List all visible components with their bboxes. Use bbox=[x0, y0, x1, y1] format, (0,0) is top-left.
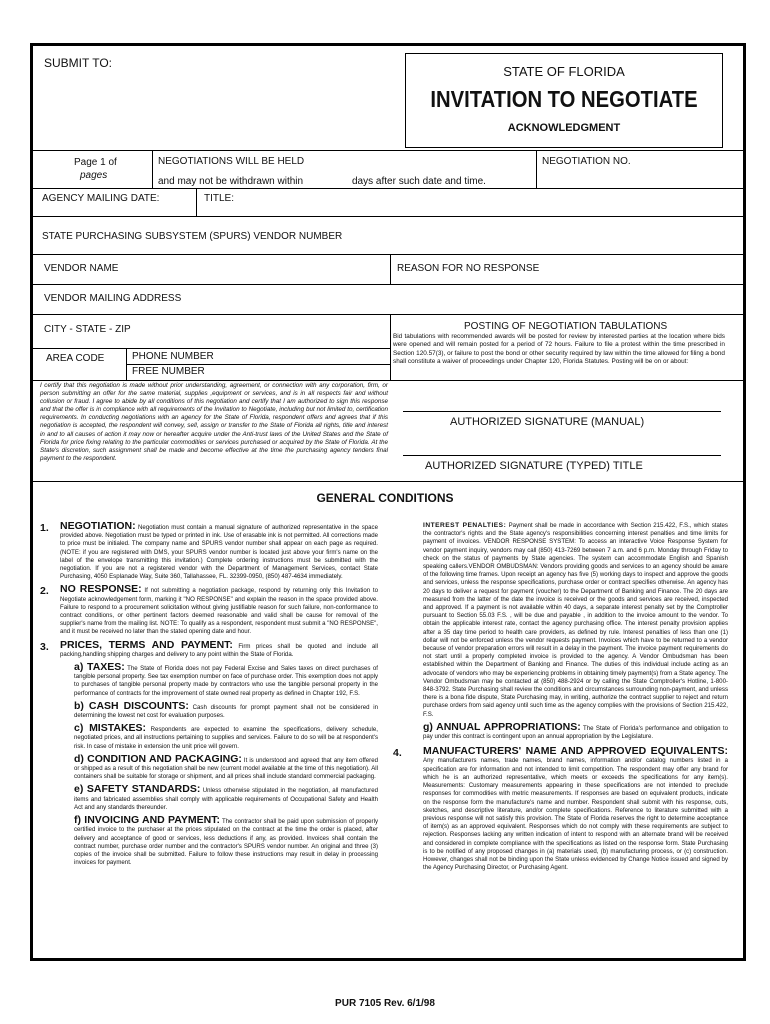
signature-line-manual[interactable] bbox=[403, 411, 721, 412]
sub-text: Respondents are expected to examine the specifications, delivery schedule, negotiated prices, and all instructions pertaining to supplies and services. Failure to do so will be at respondent's risk. In case of mistake in extension the unit price will govern. bbox=[74, 726, 378, 750]
form-revision: PUR 7105 Rev. 6/1/98 bbox=[335, 998, 435, 1009]
item-number: 1. bbox=[40, 522, 49, 534]
sub-heading: d) CONDITION AND PACKAGING: bbox=[74, 752, 242, 765]
sub-text: It is understood and agreed that any item offered or shipped as a result of this negotiation shall be new (current model available at the time of this negotiation). All containers shall be suitable for storage or shipment, and all prices shall include standard commercial packaging. bbox=[74, 756, 378, 781]
pages-label: pages bbox=[80, 170, 108, 181]
item-heading: NO RESPONSE: bbox=[60, 583, 142, 596]
sub-heading: a) TAXES: bbox=[74, 661, 125, 674]
conditions-right-column bbox=[393, 522, 728, 872]
sub-heading: INTEREST PENALTIES: bbox=[423, 522, 507, 529]
title-box bbox=[405, 53, 723, 148]
divider bbox=[33, 314, 743, 315]
authorized-signature-manual-label: AUTHORIZED SIGNATURE (MANUAL) bbox=[450, 416, 645, 428]
divider bbox=[33, 380, 743, 381]
sub-text: Unless otherwise stipulated in the negotiation, all manufactured items and fabricated assemblies shall comply with applicable requirements of Occupational Safety and Health Act and any standards thereunder. bbox=[74, 787, 378, 811]
title-label: TITLE: bbox=[204, 193, 235, 204]
reason-no-response-label: REASON FOR NO RESPONSE bbox=[397, 263, 540, 274]
item-text: Firm prices shall be quoted and include all packing,handling shipping charges and delivery to any point within the State of Florida. bbox=[60, 642, 379, 658]
vendor-mailing-address-label: VENDOR MAILING ADDRESS bbox=[44, 293, 182, 304]
divider bbox=[33, 284, 743, 285]
phone-number-label: PHONE NUMBER bbox=[132, 351, 214, 362]
page-of-label: Page 1 of bbox=[74, 157, 117, 168]
divider bbox=[33, 481, 743, 482]
submit-to-label: SUBMIT TO: bbox=[44, 56, 113, 70]
sub-heading: b) CASH DISCOUNTS: bbox=[74, 699, 189, 712]
item-text: Negotiation must contain a manual signature of authorized representative in the space provided above. Negotiation must be typed or printed in ink. Use of erasable ink is not permitted. All corrections made to price must be initialed. The company name and SPURS vendor number shall appear on each page as required. (NOTE: if you are registered with DMS, your SPURS vendor number is located just above your firm's name on the label of the envelope transmitting this invitation.) Complete ordering instructions must be submitted with the negotiation. If you are not a registered vendor with the Department of Management Services, contact State Purchasing, 4050 Esplanade Way, Suite 360, Tallahassee, FL. 32399-0950, (850) 487-4634 immediately. bbox=[60, 524, 378, 581]
spurs-label: STATE PURCHASING SUBSYSTEM (SPURS) VENDOR NUMBER bbox=[42, 231, 343, 242]
item-number: 2. bbox=[40, 585, 49, 598]
general-conditions-title: GENERAL CONDITIONS bbox=[316, 491, 454, 505]
divider bbox=[33, 254, 743, 255]
free-number-label: FREE NUMBER bbox=[132, 366, 205, 377]
divider bbox=[33, 188, 743, 189]
city-state-zip-label: CITY - STATE - ZIP bbox=[44, 324, 131, 335]
sub-text: Payment shall be made in accordance with Section 215.422, F.S., which states the contractor's rights and the State agency's responsibilities concerning interest penalties and time limits for payment of invoices. VENDOR RESPONSE SYSTEM: To access an interactive Voice Response System for vendor payment inquiry, vendors may call (850) 413-7269 between 7 a.m. and 6 p.m. Monday through Friday to check on the status of payments by State agencies. The system can accommodate English and Spanish speaking callers.VENDOR OMBUDSMAN: Vendors providing goods and services to an agency should be aware of the following time frames. Upon receipt an agency has five (5) working days to inspect and approve the goods and services, unless the response specifications, purchase order or contract specifies otherwise. An agency has 20 days to deliver a request for payment (voucher) to the Department of Banking and Finance. The 20 days are measured from the latter of the date the invoice is received or the goods and services are received, inspected and approved. If a payment is not available within 40 days, a separate interest penalty set by the Comptroller pursuant to Section 55.03 F.S. , will be due and payable , in addition to the invoice amount to the vendor. To obtain the applicable interest rate, contact the agency purchasing office. The interest penalty provision applies after a 35 day time period to health care providers, as defined by rule. Interest penalties of less than one (1) dollar will not be enforced unless the vendor requests payment. Invoices which have to be returned to a vendor because of vendor preparation errors will result in a delay in the payment. The invoice payment requirements do not start until a properly completed invoice is provided to the agency. A Vendor Ombudsman has been established within the Department of Banking and Finance. The duties of this individual include acting as an advocate of vendors who may be experiencing problems in obtaining timely payment(s) from a State agency. The Vendor Ombudsman may be contacted at (850) 488-2924 or by calling the State Comptroller's Hotline, 1-800-848-3792. State Purchasing shall review the conditions and circumstances surrounding non-payment, and unless there is a bona fide dispute, State Purchasing may, in writing, authorize the contract supplier to reject and return purchase orders from said agency until such time as the agency complies with the provisions of Section 215.422, F.S. bbox=[423, 522, 728, 718]
item-number: 3. bbox=[40, 640, 49, 653]
item-number: 4. bbox=[393, 747, 402, 760]
page-title: INVITATION TO NEGOTIATE bbox=[430, 86, 698, 112]
negotiation-no-label: NEGOTIATION NO. bbox=[542, 156, 631, 167]
item-heading: NEGOTIATION: bbox=[60, 520, 136, 532]
divider bbox=[33, 150, 743, 151]
authorized-signature-typed-label: AUTHORIZED SIGNATURE (TYPED) TITLE bbox=[425, 460, 643, 472]
item-heading: MANUFACTURERS' NAME AND APPROVED EQUIVALENTS: bbox=[423, 745, 728, 758]
subtitle: ACKNOWLEDGMENT bbox=[507, 122, 621, 134]
sub-text: The State of Florida's performance and obligation to pay under this contract is contingent upon an annual appropriation by the Legislature. bbox=[423, 724, 728, 741]
divider bbox=[196, 188, 197, 216]
divider bbox=[33, 348, 390, 349]
item-heading: PRICES, TERMS AND PAYMENT: bbox=[60, 638, 233, 651]
withdrawn-label: and may not be withdrawn within bbox=[158, 176, 304, 187]
item-text: Any manufacturers names, trade names, brand names, information and/or catalog numbers listed in a specification are for information and not intended to limit competition. The respondent may offer any brand for which he is an authorized representative, which meets or exceeds the specifications for any item(s). Measurements: Customary measurements appearing in these specifications are not intended to preclude responses for commodities with metric measurements. If responses are based on equivalent products, indicate on the response form the manufacture's name and number. Respondent shall submit with his response, cuts, sketches, and descriptive literature, and/or complete specifications. Reference to literature submitted with a previous response will not satisfy this provision. The State of Florida reserves the right to determine acceptance of item(s) as an approved equivalent. Responses which do not comply with these requirements are subject to rejection. Responses lacking any written indication of intent to respond with an alternate brand will be received and considered in complete compliance with the specifications as listed on the response form. State Purchasing is to be notified of any proposed changes in (a) materials used, (b) manufacturing process, or (c) construction. However, changes shall not be binding upon the State unless evidenced by Change Notice issued and signed by the Agency Purchasing Director, or Purchasing Agent. bbox=[423, 757, 728, 872]
state-label: STATE OF FLORIDA bbox=[503, 64, 625, 79]
signature-line-typed[interactable] bbox=[403, 455, 721, 456]
posting-title: POSTING OF NEGOTIATION TABULATIONS bbox=[464, 321, 668, 332]
vendor-name-label: VENDOR NAME bbox=[44, 263, 119, 274]
posting-text: Bid tabulations with recommended awards will be posted for review by interested parties at the location where bids were opened and will remain posted for a period of 72 hours. Failure to file a protest within the time prescribed in Section 120.57(3), or failure to post the bond or other security required by law within the time allowed for filing a bond shall constitute a waiver of proceedings under Chapter 120, Florida Statutes. Posting will be on or about: bbox=[393, 333, 725, 366]
sub-text: Cash discounts for prompt payment shall not be considered in determining the lowest net cost for evaluation purposes. bbox=[74, 703, 378, 720]
days-after-label: days after such date and time. bbox=[352, 176, 486, 187]
negotiations-held-label: NEGOTIATIONS WILL BE HELD bbox=[158, 156, 305, 167]
sub-text: The contractor shall be paid upon submission of properly certified invoice to the purchaser at the prices stipulated on the contract at the time the order is placed, after delivery and acceptance of good or services, less deductions if any, as provided. Invoices shall contain the contract number, purchase order number and the contractor's SPURS vendor number. An original and three (3) copies of the invoice shall be submitted. Failure to follow these instructions may result in delay in processing invoices for payment. bbox=[74, 818, 378, 867]
item-text: If not submitting a negotiation package, respond by returning only this Invitation to Negotiate acknowledgement form, marking it "NO RESPONSE" and explain the reason in the space provided above. Failure to respond to a procurement solicitation without giving justifiable reason for such failure, non-conformance to contract conditions, or other pertinent factors deemed reasonable and valid shall be cause for removal of the supplier's name from the mailing list. NOTE: To qualify as a respondent, respondent must submit a "NO RESPONSE", and it must be received no later than the stated opening date and hour. bbox=[60, 587, 379, 636]
divider bbox=[536, 150, 537, 188]
divider bbox=[126, 364, 390, 365]
divider bbox=[390, 254, 391, 284]
sub-heading: e) SAFETY STANDARDS: bbox=[74, 783, 201, 796]
divider bbox=[152, 150, 153, 188]
certification-text: I certify that this negotiation is made without prior understanding, agreement, or connection with any corporation, firm, or person submitting an offer for the same material, supplies ,equipment or services, and is in all respects fair and without collusion or fraud. I agree to abide by all conditions of this negotiation and certify that I am authorized to sign this response and that the offer is in compliance with all requirements of the Invitation to Negotiate, including but not limited to, certification requirements. In conducting negotiations with an agency for the State of Florida, respondent offers and agrees that if this negotiation is accepted, the respondent will convey, sell, assign or transfer to the State of Florida all rights, title and interest in and to all causes of action it may now or hereafter acquire under the Anti-trust laws of the United States and the State of Florida for price fixing relating to the particular commodities or services purchased or acquired by the State of Florida. At the State's discretion, such assignment shall be made and become effective at the time the purchasing agency tenders final payment to the respondent. bbox=[40, 382, 388, 462]
sub-text: The State of Florida does not pay Federal Excise and Sales taxes on direct purchases of tangible personal property. See tax exemption number on face of purchase order. This exemption does not apply to purchases of tangible personal property made by contractors who use the tangible personal property in the performance of contracts for the improvement of state owned real property as defined in Chapter 192, F.S. bbox=[74, 665, 378, 697]
sub-heading: c) MISTAKES: bbox=[74, 722, 147, 735]
area-code-label: AREA CODE bbox=[46, 353, 105, 364]
sub-heading: f) INVOICING AND PAYMENT: bbox=[74, 814, 220, 827]
sub-heading: g) ANNUAL APPROPRIATIONS: bbox=[423, 720, 581, 733]
agency-mailing-date-label: AGENCY MAILING DATE: bbox=[42, 193, 160, 204]
divider bbox=[33, 216, 743, 217]
divider bbox=[390, 314, 391, 380]
conditions-left-column bbox=[40, 522, 378, 867]
